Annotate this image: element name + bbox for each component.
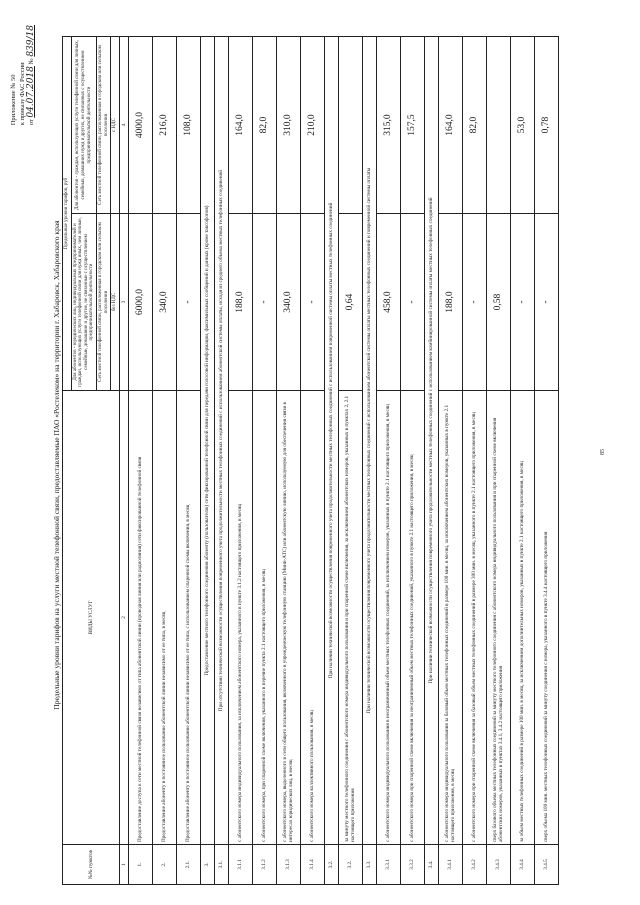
row-number: 3.4.3 bbox=[486, 845, 510, 885]
section-title: Предоставление местного телефонного соединения абоненту (пользователю) сети фиксированной телефонной связи для передачи голосовой информации, факсимильных сообщений и данных (кроме таксофонов) bbox=[200, 37, 214, 845]
tariff-row bbox=[462, 37, 486, 885]
tariff-row bbox=[128, 37, 152, 885]
tariff-citizens: 315,0 bbox=[376, 37, 400, 214]
row-number: 2. bbox=[152, 845, 176, 885]
tariff-citizens: 210,0 bbox=[300, 37, 324, 214]
tariff-legal: - bbox=[462, 214, 486, 391]
tariff-citizens bbox=[338, 37, 362, 214]
service-description: с абонентского номера индивидуального пользования за базовый объем местных телефонных соединений в размере 100 мин. в месяц, за исключением абонентских номеров, указанных в пункте 2.1 настоящего приложения, в месяц bbox=[438, 391, 462, 845]
tariff-citizens: 82,0 bbox=[462, 37, 486, 214]
row-number: 3.2. bbox=[338, 845, 362, 885]
network-header-2: Сеть местной телефонной связи, расположенная в городском или сельском поселении bbox=[96, 37, 110, 214]
tariff-row bbox=[228, 37, 252, 885]
tariff-legal: - bbox=[176, 214, 200, 391]
tariff-row bbox=[486, 37, 510, 885]
tariff-citizens: 82,0 bbox=[252, 37, 276, 214]
row-number: 3.4. bbox=[424, 845, 438, 885]
tariff-legal: 0,58 bbox=[486, 214, 510, 391]
vat-excl-header: без НДС bbox=[111, 214, 120, 391]
section-row bbox=[362, 37, 376, 885]
tariff-legal: - bbox=[252, 214, 276, 391]
col-index-2: 2 bbox=[119, 391, 128, 845]
section-title: При отсутствии технической возможности осуществления повременного учета продолжительности местных телефонных соединений с использованием абонентской системы оплаты, исходя из среднего объема местных телефонных соединений bbox=[214, 37, 228, 845]
tariff-citizens: 164,0 bbox=[438, 37, 462, 214]
col-index-4: 4 bbox=[119, 37, 128, 214]
appendix-number: Приложение № 50 bbox=[10, 74, 17, 126]
section-row bbox=[214, 37, 228, 885]
col-index-1: 1 bbox=[119, 845, 128, 885]
tariff-row bbox=[534, 37, 558, 885]
tariff-row bbox=[338, 37, 362, 885]
section-title: При наличии технической возможности осуществления повременного учета продолжительности местных телефонных соединений с использованием повременной системы оплаты местных телефонных соединений bbox=[324, 37, 338, 845]
handwritten-date: 04.07.2018 bbox=[26, 66, 36, 118]
service-description: с абонентского номера индивидуального пользования, за исключением абонентского номера, указанного в пункте 3.1.2 настоящего приложения, в месяц bbox=[228, 391, 252, 845]
tariff-citizens: 108,0 bbox=[176, 37, 200, 214]
tariff-legal: 340,0 bbox=[276, 214, 300, 391]
tariff-legal: - bbox=[300, 214, 324, 391]
tariff-legal: - bbox=[400, 214, 424, 391]
service-description: за минуту местного телефонного соединения с абонентского номера индивидуального пользования и при спаренной схеме включения, за исключением абонентских номеров, указанных в пунктах 2, 2.1 настоящего приложения bbox=[338, 391, 362, 845]
row-number: 3.1. bbox=[214, 845, 228, 885]
section-row bbox=[324, 37, 338, 885]
levels-header: Предельные уровни тарифов, руб bbox=[63, 37, 72, 391]
page-number: 85 bbox=[600, 449, 606, 455]
row-number: 3.4.5 bbox=[534, 845, 558, 885]
tariff-row bbox=[438, 37, 462, 885]
tariff-citizens: 53,0 bbox=[510, 37, 534, 214]
row-number: 3.1.1 bbox=[228, 845, 252, 885]
row-number: 3.4.1 bbox=[438, 845, 462, 885]
service-description: Предоставление доступа к сети местной телефонной связи независимо от типа абонентской линии (проводная линия или радиолиния) сети фиксированной телефонной связи bbox=[128, 391, 152, 845]
appendix-order: к приказу ФАС России bbox=[18, 62, 26, 126]
tariff-row bbox=[276, 37, 300, 885]
service-description: с абонентского номера коллективного пользования, в месяц bbox=[300, 391, 324, 845]
tariff-row bbox=[176, 37, 200, 885]
row-number: 3.2. bbox=[324, 845, 338, 885]
tariff-legal: 340,0 bbox=[152, 214, 176, 391]
row-number: 3.1.4 bbox=[300, 845, 324, 885]
section-row bbox=[200, 37, 214, 885]
tariff-legal: - bbox=[510, 214, 534, 391]
row-number: 3.3.2 bbox=[400, 845, 424, 885]
section-row bbox=[424, 37, 438, 885]
tariff-row bbox=[152, 37, 176, 885]
tariff-legal: 188,0 bbox=[228, 214, 252, 391]
service-description: сверх базового объема местных телефонных соединений за минуту местного телефонного соединения с абонентского номера индивидуального пользования и при спаренной схеме включения абонентских номеров, указанных в пунктах 3.4.1, 3.4.2 настоящего приложения bbox=[486, 391, 510, 845]
tariff-citizens bbox=[486, 37, 510, 214]
tariff-legal: 458,0 bbox=[376, 214, 400, 391]
tariff-citizens: 216,0 bbox=[152, 37, 176, 214]
row-number: 2.1. bbox=[176, 845, 200, 885]
num-column-header: №№ пунктов bbox=[63, 845, 120, 885]
service-description: Предоставление абоненту в постоянное пользование абонентской линии независимо от ее типа, в месяц bbox=[152, 391, 176, 845]
section-title: При наличии технической возможности осуществления повременного учета продолжительности местных телефонных соединений с использованием абонентской системы оплаты местных телефонных соединений и повременной системы оплаты bbox=[362, 37, 376, 845]
row-number: 3.1.2 bbox=[252, 845, 276, 885]
tariff-legal: 188,0 bbox=[438, 214, 462, 391]
service-description: с абонентского номера при спаренной схеме включения за неограниченный объем местных телефонных соединений, указанного в пункте 2.1 настоящего приложения, в месяц bbox=[400, 391, 424, 845]
tariff-legal: 6000,0 bbox=[128, 214, 152, 391]
handwritten-number: 839/18 bbox=[26, 25, 36, 57]
tariff-table bbox=[62, 36, 559, 885]
row-number: 3.4.4 bbox=[510, 845, 534, 885]
row-number: 3.1.3 bbox=[276, 845, 300, 885]
service-description: с абонентского номера, выделенного в сети общего пользования, включенного в учрежденческую телефонную станцию (Мини-АТС) или абонентскую линию, используемую для обеспечения связи в интересах юридических лиц, в месяц bbox=[276, 391, 300, 845]
network-header-1: Сеть местной телефонной связи, расположенная в городском или сельском поселении bbox=[96, 214, 110, 391]
group1-header: Для абонентов - юридических лиц, индивидуальных предпринимателей и граждан, использующих услуги телефонной связи для нужд иных, чем личные, семейные, домашние и другие, не связанные с осуществлением предпринимательской деятельности bbox=[71, 214, 96, 391]
service-description: с абонентского номера при спаренной схеме включения за базовый объем местных телефонных соединений в размере 300 мин. в месяц, указанного в пункте 2.1 настоящего приложения, в месяц bbox=[462, 391, 486, 845]
appendix-date-line: от 04.07.2018 № 839/18 bbox=[26, 25, 36, 126]
row-number: 3.3.1 bbox=[376, 845, 400, 885]
tariff-citizens: 0,78 bbox=[534, 37, 558, 214]
tariff-legal: - bbox=[534, 214, 558, 391]
vat-incl-header: с НДС bbox=[111, 37, 120, 214]
tariff-rows bbox=[128, 37, 558, 885]
row-number: 3. bbox=[200, 845, 214, 885]
service-description: с абонентского номера, при спаренной схеме включения, указанного в перечне пункта 2.1 настоящего приложения, в месяц bbox=[252, 391, 276, 845]
tariff-legal: 0,64 bbox=[338, 214, 362, 391]
col-index-3: 3 bbox=[119, 214, 128, 391]
tariff-citizens: 164,0 bbox=[228, 37, 252, 214]
row-number: 1. bbox=[128, 845, 152, 885]
service-description: сверх объема 100 мин. местных телефонных соединений за минуту соединения с номера, указанного в пункте 3.4.4 настоящего приложения bbox=[534, 391, 558, 845]
service-description: за объем местных телефонных соединений в размере 100 мин. в месяц, за исключением дополнительных номеров, указанных в пункте 2.1 настоящего приложения, в месяц bbox=[510, 391, 534, 845]
service-description: Предоставление абоненту в постоянное пользование абонентской линии независимо от ее типа, с использованием спаренной схемы включения, в месяц bbox=[176, 391, 200, 845]
tariff-row bbox=[400, 37, 424, 885]
service-description: с абонентского номера индивидуального пользования в неограниченный объем местных телефонных соединений, за исключением номеров, указанных в пункте 2.1 настоящего приложения, в месяц bbox=[376, 391, 400, 845]
tariff-row bbox=[252, 37, 276, 885]
appendix-header bbox=[10, 25, 37, 125]
row-number: 3.4.2 bbox=[462, 845, 486, 885]
tariff-citizens: 310,0 bbox=[276, 37, 300, 214]
document-title: Предельные уровни тарифов на услуги местной телефонной связи, предоставляемые ПАО «Ростелеком» на территории г. Хабаровск, Хабаровского края bbox=[52, 220, 61, 710]
row-number: 3.3. bbox=[362, 845, 376, 885]
tariff-row bbox=[510, 37, 534, 885]
service-column-header: ВИДЫ УСЛУГ bbox=[63, 391, 120, 845]
group2-header: Для абонентов - граждан, использующих услуги телефонной связи для личных, семейных, домашних нужд и других, не связанных с осуществлением предпринимательской деятельности bbox=[71, 37, 96, 214]
tariff-row bbox=[300, 37, 324, 885]
section-title: При наличии технической возможности осуществления повременного учета продолжительности местных телефонных соединений с использованием комбинированной системы оплаты местных телефонных соединений bbox=[424, 37, 438, 845]
tariff-citizens: 157,5 bbox=[400, 37, 424, 214]
tariff-row bbox=[376, 37, 400, 885]
tariff-citizens: 4000,0 bbox=[128, 37, 152, 214]
